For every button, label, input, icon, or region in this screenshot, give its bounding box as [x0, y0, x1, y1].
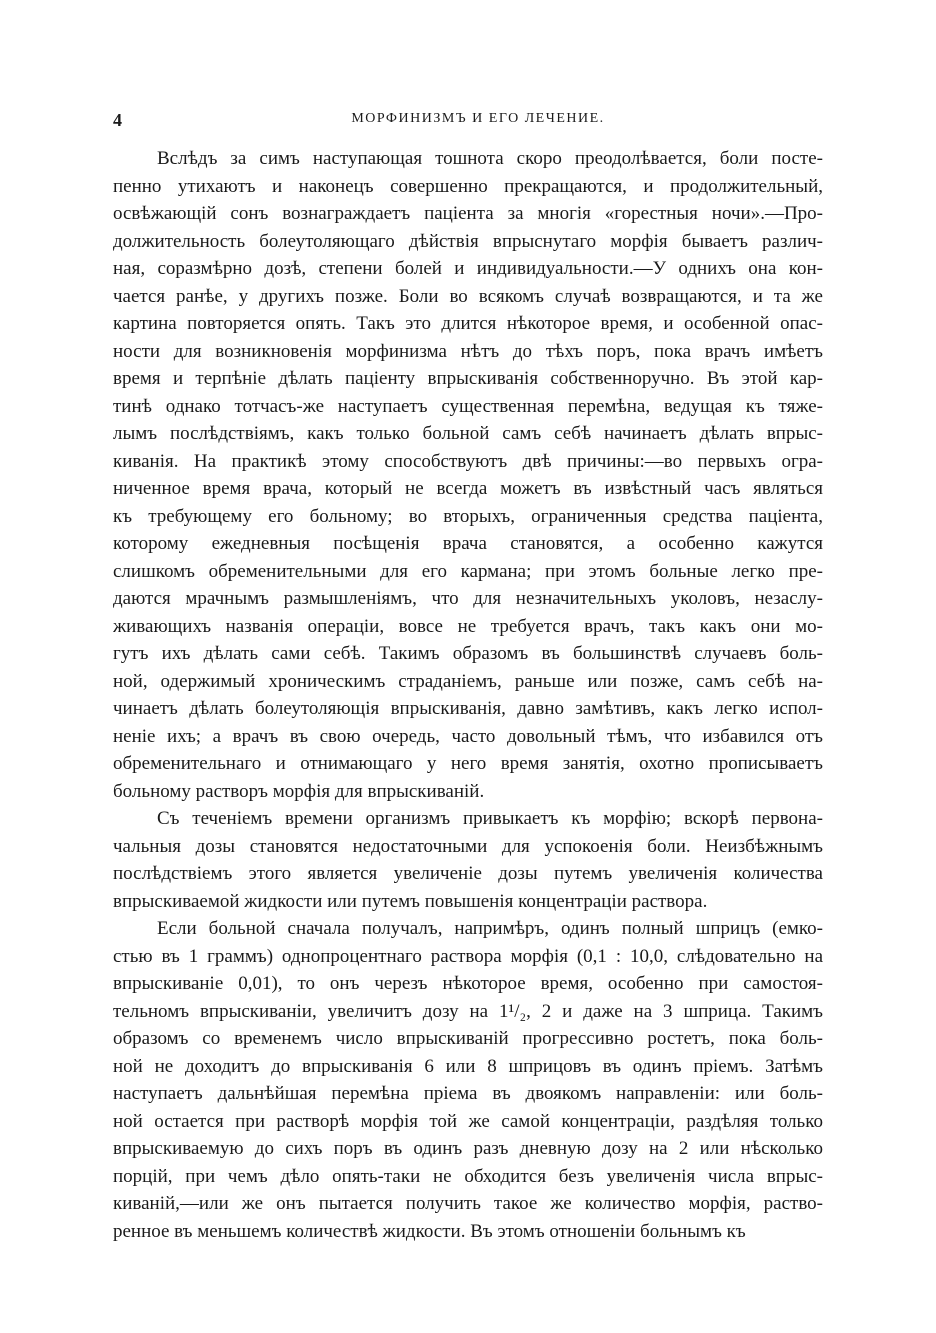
text-line: тельномъ впрыскиваніи, увеличитъ дозу на 1¹/₂, 2 и даже на 3 шприца. Такимъ [113, 1000, 823, 1022]
text-line: образомъ со временемъ число впрыскиваній прогрессивно ростетъ, пока боль- [113, 1028, 823, 1049]
text-line: пенно утихаютъ и наконецъ совершенно прекращаются, и продолжительный, [113, 175, 823, 197]
text-line: чается ранѣе, у другихъ позже. Боли во всякомъ случаѣ возвращаются, и та же [113, 285, 823, 307]
text-line: ная, соразмѣрно дозѣ, степени болей и индивидуальности.—У однихъ она кон- [113, 258, 823, 279]
text-line: ной не доходитъ до впрыскиванія 6 или 8 шприцовъ въ одинъ пріемъ. Затѣмъ [113, 1055, 823, 1077]
text-line: освѣжающій сонъ вознаграждаетъ пацiента за многія «горестныя ночи».—Про- [113, 203, 823, 224]
text-line: живающихъ названія операціи, вовсе не требуется врачъ, такъ какъ они мо- [113, 615, 823, 637]
text-line: больному растворъ морфія для впрыскиваній. [113, 780, 485, 802]
page-number: 4 [113, 110, 122, 130]
text-line: тинѣ однако тотчасъ-же наступаетъ существенная перемѣна, ведущая къ тяже- [113, 395, 823, 417]
text-line: лымъ послѣдствіямъ, какъ только больной самъ себѣ начинаетъ дѣлать впрыс- [113, 423, 823, 444]
paragraph [113, 805, 823, 915]
text-line: Вслѣдъ за симъ наступающая тошнота скоро преодолѣвается, боли посте- [157, 148, 823, 169]
text-line: впрыскиваемую до сихъ поръ въ одинъ разъ дневную дозу на 2 или нѣсколько [113, 1138, 823, 1159]
text-line: Съ теченіемъ времени организмъ привыкаетъ къ морфію; вскорѣ первона- [157, 808, 823, 829]
text-line: ренное въ меньшемъ количествѣ жидкости. Въ этомъ отношеніи больнымъ къ [113, 1220, 746, 1242]
text-line: слишкомъ обременительными для его кармана; при этомъ больные легко пре- [113, 560, 823, 582]
text-line: гутъ ихъ дѣлать сами себѣ. Такимъ образомъ въ большинствѣ случаевъ боль- [113, 643, 823, 664]
paragraph [113, 915, 823, 1245]
text-line: ной, одержимый хроническимъ страданіемъ, раньше или позже, самъ себѣ на- [113, 670, 823, 692]
text-line: порцій, при чемъ дѣло опять-таки не обходится безъ увеличенія числа впрыс- [113, 1165, 823, 1187]
body-text [113, 145, 823, 1245]
text-line: картина повторяется опять. Такъ это длится нѣкоторое время, и особенной опас- [113, 313, 823, 334]
text-line: стью въ 1 граммъ) однопроцентнаго раствора морфія (0,1 : 10,0, слѣдовательно на [113, 945, 823, 967]
text-line: даются мрачнымъ размышленіямъ, что для незначительныхъ уколовъ, незаслу- [113, 588, 823, 609]
text-line: киваній,—или же онъ пытается получить такое же количество морфія, раство- [113, 1193, 823, 1214]
text-line: ности для возникновенія морфинизма нѣтъ до тѣхъ поръ, пока врачъ имѣетъ [113, 340, 823, 362]
text-line: впрыскиваемой жидкости или путемъ повышенія концентраціи раствора. [113, 890, 708, 912]
text-line: обременительнаго и отнимающаго у него время занятія, охотно прописываетъ [113, 753, 823, 774]
text-line: ниченное время врача, который не всегда можетъ въ извѣстный часъ являться [113, 478, 823, 499]
text-line: наступаетъ дальнѣйшая перемѣна пріема въ двоякомъ направленіи: или боль- [113, 1083, 823, 1104]
text-line: послѣдствіемъ этого является увеличеніе дозы путемъ увеличенія количества [113, 863, 823, 884]
text-line: киванія. На практикѣ этому способствуютъ двѣ причины:—во первыхъ огра- [113, 450, 823, 472]
text-line: чинаетъ дѣлать болеутоляющія впрыскиванія, давно замѣтивъ, какъ легко испол- [113, 698, 823, 719]
text-line: время и терпѣніе дѣлать пацiенту впрыскиванія собственноручно. Въ этой кар- [113, 368, 823, 389]
text-line: Если больной сначала получалъ, напримѣръ, одинъ полный шприцъ (емко- [157, 918, 823, 939]
page-header [113, 110, 823, 134]
text-line: къ требующему его больному; во вторыхъ, ограниченныя средства пацiента, [113, 505, 823, 527]
text-line: должительность болеутоляющаго дѣйствія впрыснутаго морфія бываетъ различ- [113, 230, 823, 252]
text-line: чальныя дозы становятся недостаточными для успокоенія боли. Неизбѣжнымъ [113, 835, 823, 857]
text-line: которому ежедневныя посѣщенія врача становятся, а особенно кажутся [113, 533, 823, 554]
running-title: МОРФИНИЗМЪ И ЕГО ЛЕЧЕНИЕ. [351, 111, 605, 126]
text-line: неніе ихъ; а врачъ въ свою очередь, часто довольный тѣмъ, что избавился отъ [113, 725, 823, 747]
text-line: впрыскиваніе 0,01), то онъ черезъ нѣкоторое время, особенно при самостоя- [113, 973, 823, 994]
text-line: ной остается при растворѣ морфія той же самой концентраціи, раздѣляя только [113, 1110, 823, 1132]
paragraph [113, 145, 823, 805]
